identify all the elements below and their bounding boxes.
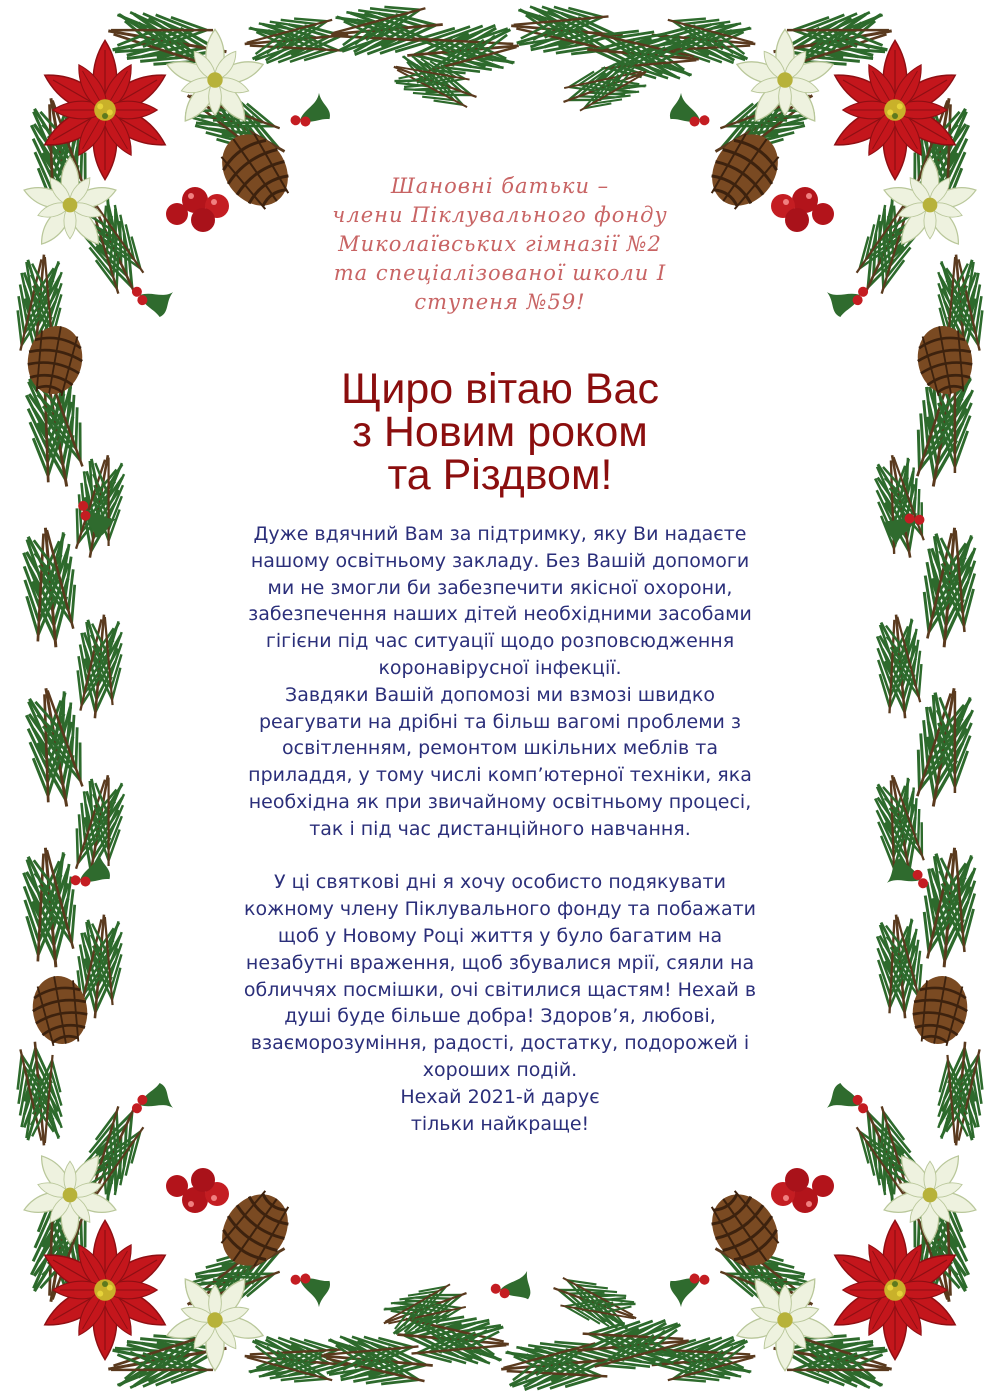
paragraph-line: гігієни під час ситуації щодо розповсюдження [265, 630, 735, 653]
greeting-heading [150, 365, 850, 499]
paragraph-line: кожному члену Піклувального фонду та побажати [244, 898, 756, 921]
paragraph-line: взаєморозуміння, радості, достатку, подорожей і [250, 1032, 750, 1055]
salutation-line: ступеня №59! [414, 290, 586, 314]
paragraph-line: коронавірусної інфекції. [378, 656, 622, 679]
letter-body [150, 521, 850, 1137]
paragraph-line: щоб у Новому Році життя у було багатим на [277, 924, 723, 947]
paragraph-line: обличчях посмішки, очі світилися щастям! Нехай в [243, 978, 757, 1001]
left-garland [9, 322, 139, 1049]
paragraph-line: приладдя, у тому числі комп’ютерної техніки, яка [248, 764, 752, 787]
paragraph-line: Завдяки Вашій допомозі ми взмозі швидко [285, 683, 715, 706]
paragraph-line: тільки найкраще! [410, 1112, 590, 1135]
greeting-line: Щиро вітаю Вас [341, 365, 659, 413]
salutation-line: члени Піклувального фонду [332, 203, 668, 227]
paragraph-line: хороших подій. [422, 1058, 578, 1081]
paragraph-line: незабутні враження, щоб збувалися мрії, сяяли на [245, 951, 755, 974]
paragraph-line: душі буде більше добра! Здоров’я, любові, [284, 1005, 716, 1028]
paragraph-line: реагувати на дрібні та більш вагомі проблеми з [258, 710, 742, 733]
paragraph-line: необхідна як при звичайному освітньому процесі, [248, 790, 752, 813]
greeting-line: з Новим роком [352, 408, 648, 456]
paragraph-line: ми не змогли би забезпечити якісної охорони, [267, 576, 733, 599]
paragraph-line: Нехай 2021-й дарує [400, 1085, 600, 1108]
salutation [150, 172, 850, 317]
paragraph-gap [150, 843, 850, 870]
paragraph-line: так і під час дистанційного навчання. [309, 817, 691, 840]
salutation-line: Шановні батьки – [390, 174, 610, 198]
salutation-line: та спеціалізованої школи І [333, 261, 667, 285]
paragraph-line: освітленням, ремонтом шкільних меблів та [282, 737, 718, 760]
paragraph-line: У ці святкові дні я хочу особисто подякувати [274, 871, 726, 894]
salutation-line: Миколаївських гімназії №2 [338, 232, 662, 256]
right-garland [861, 322, 991, 1049]
letter-content [150, 0, 850, 1400]
paragraph-line: нашому освітньому закладу. Без Вашій допомоги [250, 549, 750, 572]
paragraph-line: забезпечення наших дітей необхідними засобами [248, 603, 752, 626]
greeting-line: та Різдвом! [387, 451, 613, 499]
paragraph-line: Дуже вдячний Вам за підтримку, яку Ви надаєте [253, 523, 747, 545]
